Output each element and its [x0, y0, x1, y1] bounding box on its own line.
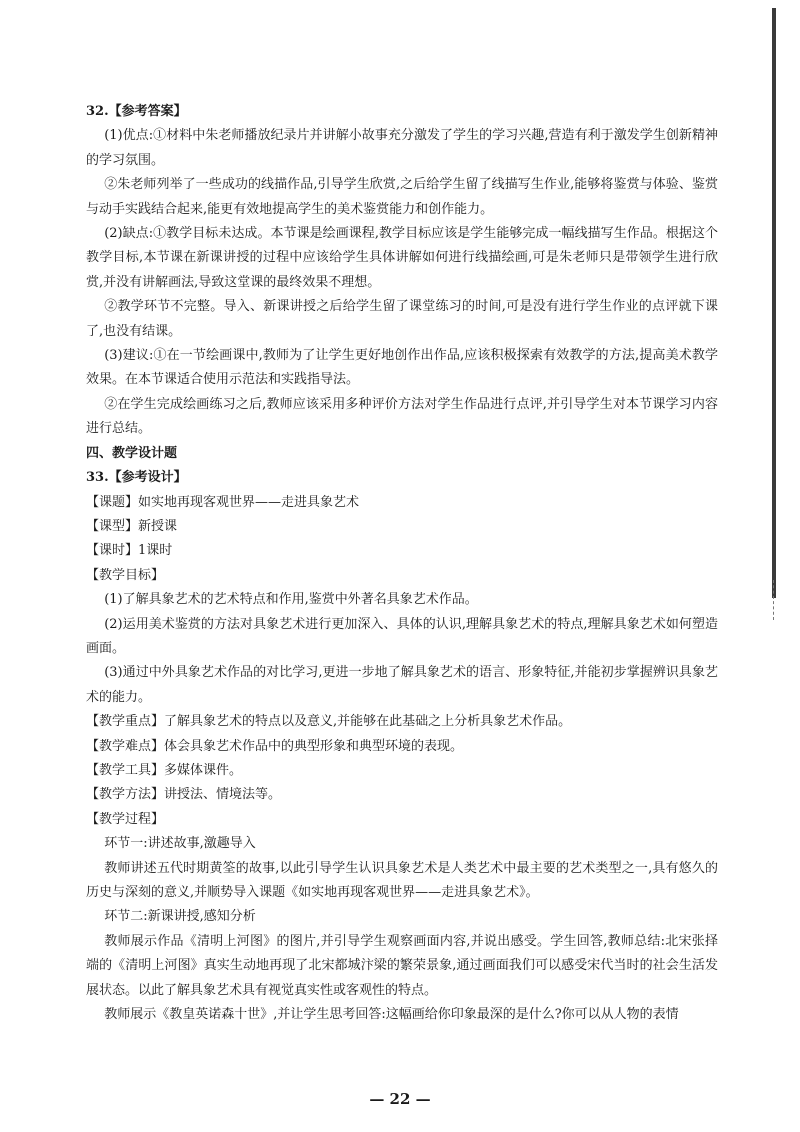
q32-heading: 32.【参考答案】 — [86, 104, 187, 119]
q33-line: 【教学重点】了解具象艺术的特点以及意义,并能够在此基础之上分析具象艺术作品。 — [86, 714, 572, 730]
q33-paragraph: (3)通过中外具象艺术作品的对比学习,更进一步地了解具象艺术的语言、形象特征,并能初步掌握辨识具象艺术的能力。 — [86, 665, 718, 705]
q32-paragraph: ②教学环节不完整。导入、新课讲授之后给学生留了课堂练习的时间,可是没有进行学生作业的点评就下课了,也没有结课。 — [86, 299, 718, 339]
q33-subheading: 环节二:新课讲授,感知分析 — [104, 909, 256, 925]
q32-paragraph: ②在学生完成绘画练习之后,教师应该采用多种评价方法对学生作品进行点评,并引导学生对本节课学习内容进行总结。 — [86, 396, 718, 437]
q33-paragraph: (1)了解具象艺术的艺术特点和作用,鉴赏中外著名具象艺术作品。 — [104, 592, 478, 608]
q32-paragraph: ②朱老师列举了一些成功的线描作品,引导学生欣赏,之后给学生留了线描写生作业,能够将鉴赏与体验、鉴赏与动手实践结合起来,能更有效地提高学生的美术鉴赏能力和创作能力。 — [86, 177, 718, 217]
binding-edge-dash — [773, 580, 775, 620]
q33-line: 【课题】如实地再现客观世界——走进具象艺术 — [86, 494, 360, 510]
q33-paragraph: 教师展示作品《清明上河图》的图片,并引导学生观察画面内容,并说出感受。学生回答,教师总结:北宋张择端的《清明上河图》真实生动地再现了北宋都城汴梁的繁荣景象,通过画面我们可以感受宋代当时的社会生活发展状态。以此了解具象艺术具有视觉真实性或客观性的特点。 — [86, 933, 718, 998]
q33-line: 【教学难点】体会具象艺术作品中的典型形象和典型环境的表现。 — [86, 738, 464, 754]
binding-edge-line — [772, 8, 776, 598]
q33-line: 【教学过程】 — [86, 811, 165, 827]
part4-heading: 四、教学设计题 — [86, 445, 178, 461]
q33-line: 【教学目标】 — [86, 567, 165, 583]
q32-paragraph: (1)优点:①材料中朱老师播放纪录片并讲解小故事充分激发了学生的学习兴趣,营造有利于激发学生创新精神的学习氛围。 — [86, 128, 718, 168]
q33-line: 【教学方法】讲授法、情境法等。 — [86, 787, 282, 803]
q32-paragraph: (3)建议:①在一节绘画课中,教师为了让学生更好地创作出作品,应该积极探索有效教学的方法,提高美术教学效果。在本节课适合使用示范法和实践指导法。 — [86, 348, 718, 388]
q33-heading: 33.【参考设计】 — [86, 470, 187, 486]
q33-paragraph: (2)运用美术鉴赏的方法对具象艺术进行更加深入、具体的认识,理解具象艺术的特点,理解具象艺术如何塑造画面。 — [86, 616, 718, 656]
q33-subheading: 环节一:讲述故事,激趣导入 — [104, 836, 256, 852]
q33-line: 【教学工具】多媒体课件。 — [86, 762, 243, 778]
q33-line: 【课时】1课时 — [86, 543, 173, 559]
q33-paragraph: 教师展示《教皇英诺森十世》,并让学生思考回答:这幅画给你印象最深的是什么?你可以从人物的表情 — [104, 1007, 679, 1023]
page-number: — 22 — — [369, 1090, 431, 1108]
q32-paragraph: (2)缺点:①教学目标未达成。本节课是绘画课程,教学目标应该是学生能够完成一幅线描写生作品。根据这个教学目标,本节课在新课讲授的过程中应该给学生具体讲解如何进行线描绘画,可是朱老师只是带领学生进行欣赏,并没有讲解画法,导致这堂课的最终效果不理想。 — [86, 226, 718, 290]
page-content — [86, 100, 718, 1027]
q33-line: 【课型】新授课 — [86, 518, 178, 534]
q33-paragraph: 教师讲述五代时期黄筌的故事,以此引导学生认识具象艺术是人类艺术中最主要的艺术类型之一,具有悠久的历史与深刻的意义,并顺势导入课题《如实地再现客观世界——走进具象艺术》。 — [86, 860, 718, 900]
